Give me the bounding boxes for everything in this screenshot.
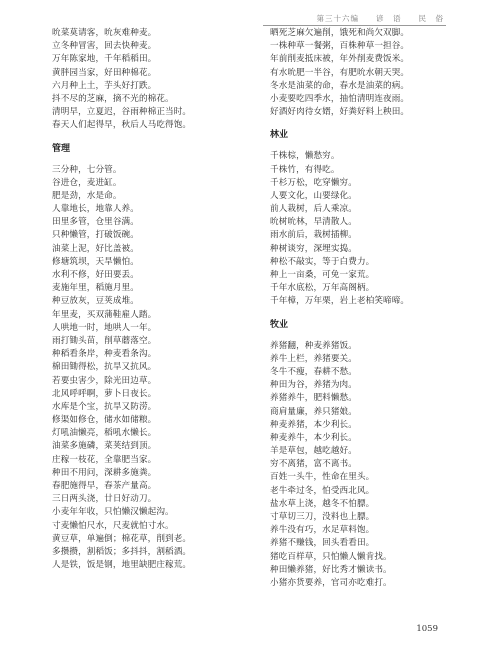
proverb-line: 羊是草包，越吃越好。 bbox=[270, 446, 357, 457]
proverb-line: 黄豆草，单遍倒；棉花草，削到老。 bbox=[52, 533, 192, 544]
proverb-line: 小猪亦货要养，官司亦吃难打。 bbox=[270, 577, 392, 588]
proverb-line: 人靠地长，地靠人养。 bbox=[52, 204, 139, 215]
proverb-line: 冬水是油菜的命，春水是油菜的病。 bbox=[270, 80, 410, 91]
proverb-line: 种麦养牛，本少利长。 bbox=[270, 432, 357, 443]
proverb-line: 寸麦懒怕尺水，尺麦就怕寸水。 bbox=[52, 520, 174, 531]
proverb-line: 好酒好肉待女婿，好粪好料上秧田。 bbox=[270, 107, 410, 118]
proverb-line: 养牛没有巧，水足草料饱。 bbox=[270, 525, 375, 536]
left-top-proverbs bbox=[52, 27, 257, 133]
left-column bbox=[52, 27, 257, 572]
proverb-line: 人要文化，山要绿化。 bbox=[270, 190, 357, 201]
proverb-line: 多攒攒，割稻饭；多抖抖，割稻酒。 bbox=[52, 546, 192, 557]
proverb-line: 北风呼呼啊，萝卜日夜长。 bbox=[52, 388, 157, 399]
proverb-line: 棉田锄得松，抗旱又抗风。 bbox=[52, 362, 157, 373]
proverb-line: 冬牛不瘦，春耕不愁。 bbox=[270, 366, 357, 377]
proverb-line: 种树谈穷，深埋实捣。 bbox=[270, 243, 357, 254]
proverb-line: 人哄地一时，地哄人一年。 bbox=[52, 322, 157, 333]
proverb-line: 寸草切三刀，没料也上膘。 bbox=[270, 512, 375, 522]
proverb-line: 修塘筑坝，天旱懒怕。 bbox=[52, 256, 139, 267]
proverb-line: 种田不用问，深耕多施粪。 bbox=[52, 467, 157, 478]
proverb-line: 雨水前后，栽树插柳。 bbox=[270, 230, 357, 241]
proverb-line: 种豆放灰，豆荚成堆。 bbox=[52, 296, 139, 307]
proverb-line: 千株竹，有得吃。 bbox=[270, 164, 340, 175]
proverb-line: 清明早，立夏迟，谷雨种棉正当时。 bbox=[52, 107, 192, 118]
proverb-line: 千株棕，懒愁穷。 bbox=[270, 151, 340, 162]
proverb-line: 油菜上泥，好比盖被。 bbox=[52, 243, 139, 254]
proverb-line: 年里麦，买双蒲鞋雇人踏。 bbox=[52, 309, 157, 320]
proverb-line: 年前削麦抵床被，年外削麦费饭米。 bbox=[270, 54, 410, 65]
section-heading-forestry: 林业 bbox=[270, 130, 289, 141]
proverb-line: 水利不修，好田要丢。 bbox=[52, 270, 139, 280]
proverb-line: 水库是个宝，抗旱又防涝。 bbox=[52, 401, 157, 412]
proverb-line: 晒死芝麻欠遍削，饿死和尚欠双脚。 bbox=[270, 28, 410, 38]
proverb-line: 吮菜莫请客，吮灰难种麦。 bbox=[52, 28, 157, 38]
proverb-line: 种田懒养猪，好比秀才懒读书。 bbox=[270, 564, 392, 575]
header-rule bbox=[263, 25, 446, 26]
proverb-line: 吮树吮林，早清散人。 bbox=[270, 217, 357, 228]
management-proverbs bbox=[52, 164, 257, 573]
proverb-line: 麦施年里，稻施月里。 bbox=[52, 283, 139, 294]
proverb-line: 谷进仓，麦进缸。 bbox=[52, 177, 122, 188]
proverb-line: 三分种，七分管。 bbox=[52, 164, 122, 175]
proverb-line: 六月种上土，芋头好打跌。 bbox=[52, 80, 157, 91]
section-heading-management: 管理 bbox=[52, 143, 71, 154]
proverb-line: 抖不尽的芝麻，摘不光的棉花。 bbox=[52, 93, 174, 104]
proverb-line: 种松不敲实，等于白费力。 bbox=[270, 256, 375, 267]
proverb-line: 春天人们起得早，秋后人马吃得饱。 bbox=[52, 120, 192, 131]
proverb-line: 商肩量廉，养只猪娘。 bbox=[270, 406, 357, 417]
proverb-line: 修渠如修仓，储水如储粮。 bbox=[52, 415, 157, 426]
proverb-line: 种麦养猪，本少利长。 bbox=[270, 419, 357, 430]
running-header: 第三十六编 谚 语 民 俗 bbox=[316, 14, 444, 23]
proverb-line: 百姓一头牛，性命在里头。 bbox=[270, 472, 375, 483]
proverb-line: 灯吼油懒亮，稻吼水懒长。 bbox=[52, 428, 157, 439]
proverb-line: 养猪不赚钱，回头看看田。 bbox=[270, 538, 375, 549]
proverb-line: 种稻看条岸，种麦看条沟。 bbox=[52, 349, 157, 360]
proverb-line: 立冬种冒害，回去快种麦。 bbox=[52, 41, 157, 52]
proverb-line: 养猪翻，种麦养猪饭。 bbox=[270, 340, 357, 351]
proverb-line: 穷不离猪，富不离书。 bbox=[270, 459, 357, 470]
proverb-line: 前人栽树，后人乘凉。 bbox=[270, 204, 357, 215]
proverb-line: 老牛牵过冬，怕受西北风。 bbox=[270, 485, 375, 496]
section-heading-livestock: 牧业 bbox=[270, 319, 289, 330]
proverb-line: 千年水底松，万年高阁柄。 bbox=[270, 283, 375, 294]
proverb-line: 田里多管，仓里谷满。 bbox=[52, 217, 139, 228]
proverb-line: 黄胖园当家，好田种棉花。 bbox=[52, 67, 157, 78]
proverb-line: 猪吃百样草，只怕懒人懒肯找。 bbox=[270, 551, 392, 562]
proverb-line: 雨打锄头苗，削草蘑落空。 bbox=[52, 335, 157, 346]
proverb-line: 盐水草上浇，越冬不怕膘。 bbox=[270, 498, 375, 509]
proverb-line: 万年陈家地，千年稻稻田。 bbox=[52, 54, 157, 65]
proverb-line: 若要虫害少，除光田边草。 bbox=[52, 375, 157, 386]
right-column bbox=[270, 27, 475, 590]
proverb-line: 油菜多施磷，菜荚结到顶。 bbox=[52, 441, 157, 452]
proverb-line: 小麦年年收，只怕懒汉懒起沟。 bbox=[52, 507, 174, 518]
proverb-line: 种田为谷，养猪为肉。 bbox=[270, 380, 357, 391]
forestry-proverbs bbox=[270, 150, 475, 308]
proverb-line: 小麦要吃四季水，抽怕清明连夜雨。 bbox=[270, 93, 410, 104]
proverb-line: 一株种草一餐粥，百株种草一担谷。 bbox=[270, 41, 410, 52]
proverb-line: 养猪养牛，肥料懒愁。 bbox=[270, 393, 357, 404]
right-top-proverbs bbox=[270, 27, 475, 119]
proverb-line: 千年樟，万年栗，岩上老柏笑啼啼。 bbox=[270, 296, 410, 307]
proverb-line: 有水吮肥一半谷，有肥吮水朝天哭。 bbox=[270, 67, 410, 78]
proverb-line: 肥是劲，水是命。 bbox=[52, 190, 122, 201]
proverb-line: 只种懒管，打破饭碗。 bbox=[52, 230, 139, 241]
proverb-line: 庄稼一枝花，全靠肥当家。 bbox=[52, 454, 157, 465]
page-number: 1059 bbox=[416, 624, 438, 634]
proverb-line: 春肥施得早，春茶产量高。 bbox=[52, 481, 157, 491]
proverb-line: 养牛上栏，养猪要关。 bbox=[270, 353, 357, 364]
proverb-line: 人是铁，饭是钢，地里缺肥庄稼荒。 bbox=[52, 560, 192, 571]
livestock-proverbs bbox=[270, 340, 475, 591]
proverb-line: 种上一亩桑，可免一家荒。 bbox=[270, 270, 375, 280]
proverb-line: 千杉万松，吃穿懒穷。 bbox=[270, 177, 357, 188]
proverb-line: 三日两头浇，廿日好动刀。 bbox=[52, 494, 157, 505]
